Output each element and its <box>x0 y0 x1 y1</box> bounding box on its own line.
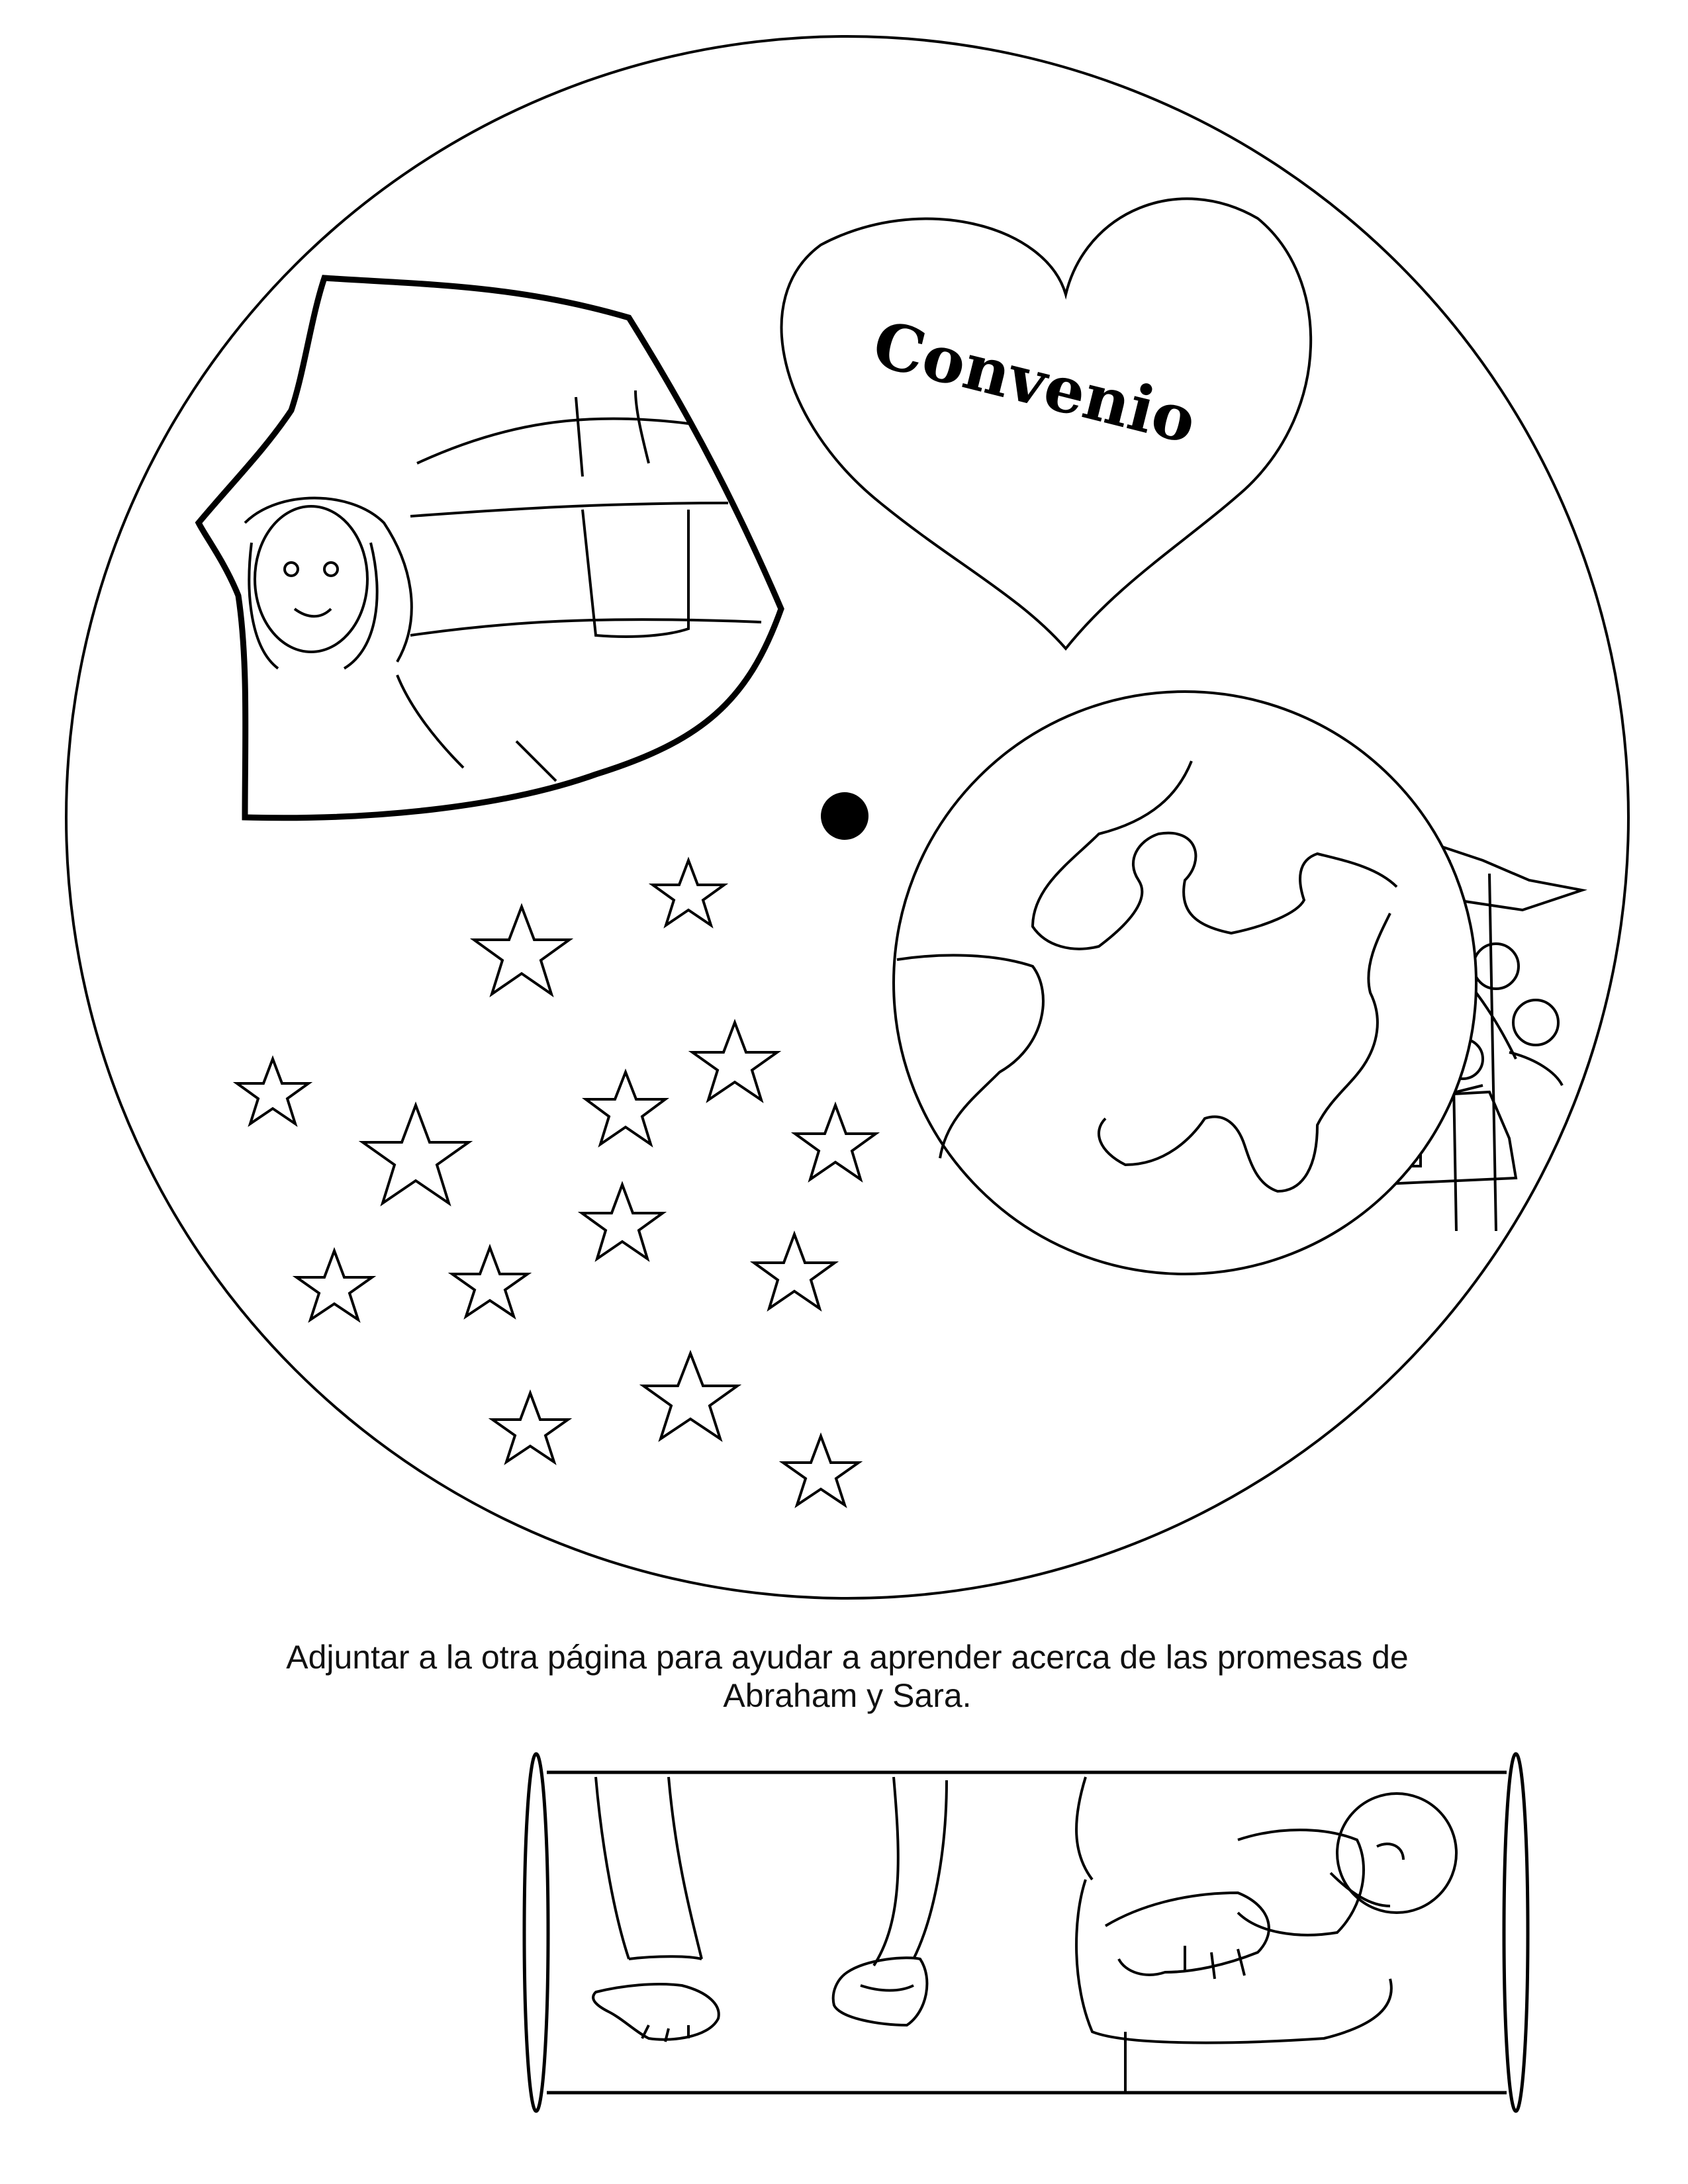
star <box>474 907 569 994</box>
star <box>582 1185 663 1259</box>
star <box>653 860 724 925</box>
caption-line-2: Abraham y Sara. <box>723 1677 972 1714</box>
heart-label: Convenio <box>866 306 1204 459</box>
open-hand-left-icon <box>593 1777 719 2042</box>
heart-icon <box>782 199 1311 649</box>
star <box>643 1353 737 1439</box>
scroll-left-roller <box>524 1754 548 2111</box>
open-hand-right-icon <box>833 1777 947 2025</box>
scroll-strip <box>524 1754 1528 2111</box>
star <box>692 1023 777 1100</box>
instruction-caption <box>199 1638 1496 1715</box>
star <box>297 1251 372 1320</box>
star <box>237 1059 308 1124</box>
star <box>452 1248 528 1316</box>
stars-icon <box>237 860 876 1505</box>
star <box>586 1072 665 1144</box>
star <box>783 1436 859 1505</box>
star <box>363 1105 469 1203</box>
globe-icon <box>894 692 1476 1274</box>
star <box>795 1105 876 1179</box>
holding-baby-icon <box>1076 1777 1456 2091</box>
scroll-right-roller <box>1504 1754 1528 2111</box>
jesus-portrait-icon <box>199 278 781 818</box>
star <box>754 1234 835 1308</box>
star <box>492 1393 568 1462</box>
center-hole-icon <box>821 792 868 840</box>
caption-line-1: Adjuntar a la otra página para ayudar a aprender acerca de las promesas de <box>286 1639 1409 1676</box>
